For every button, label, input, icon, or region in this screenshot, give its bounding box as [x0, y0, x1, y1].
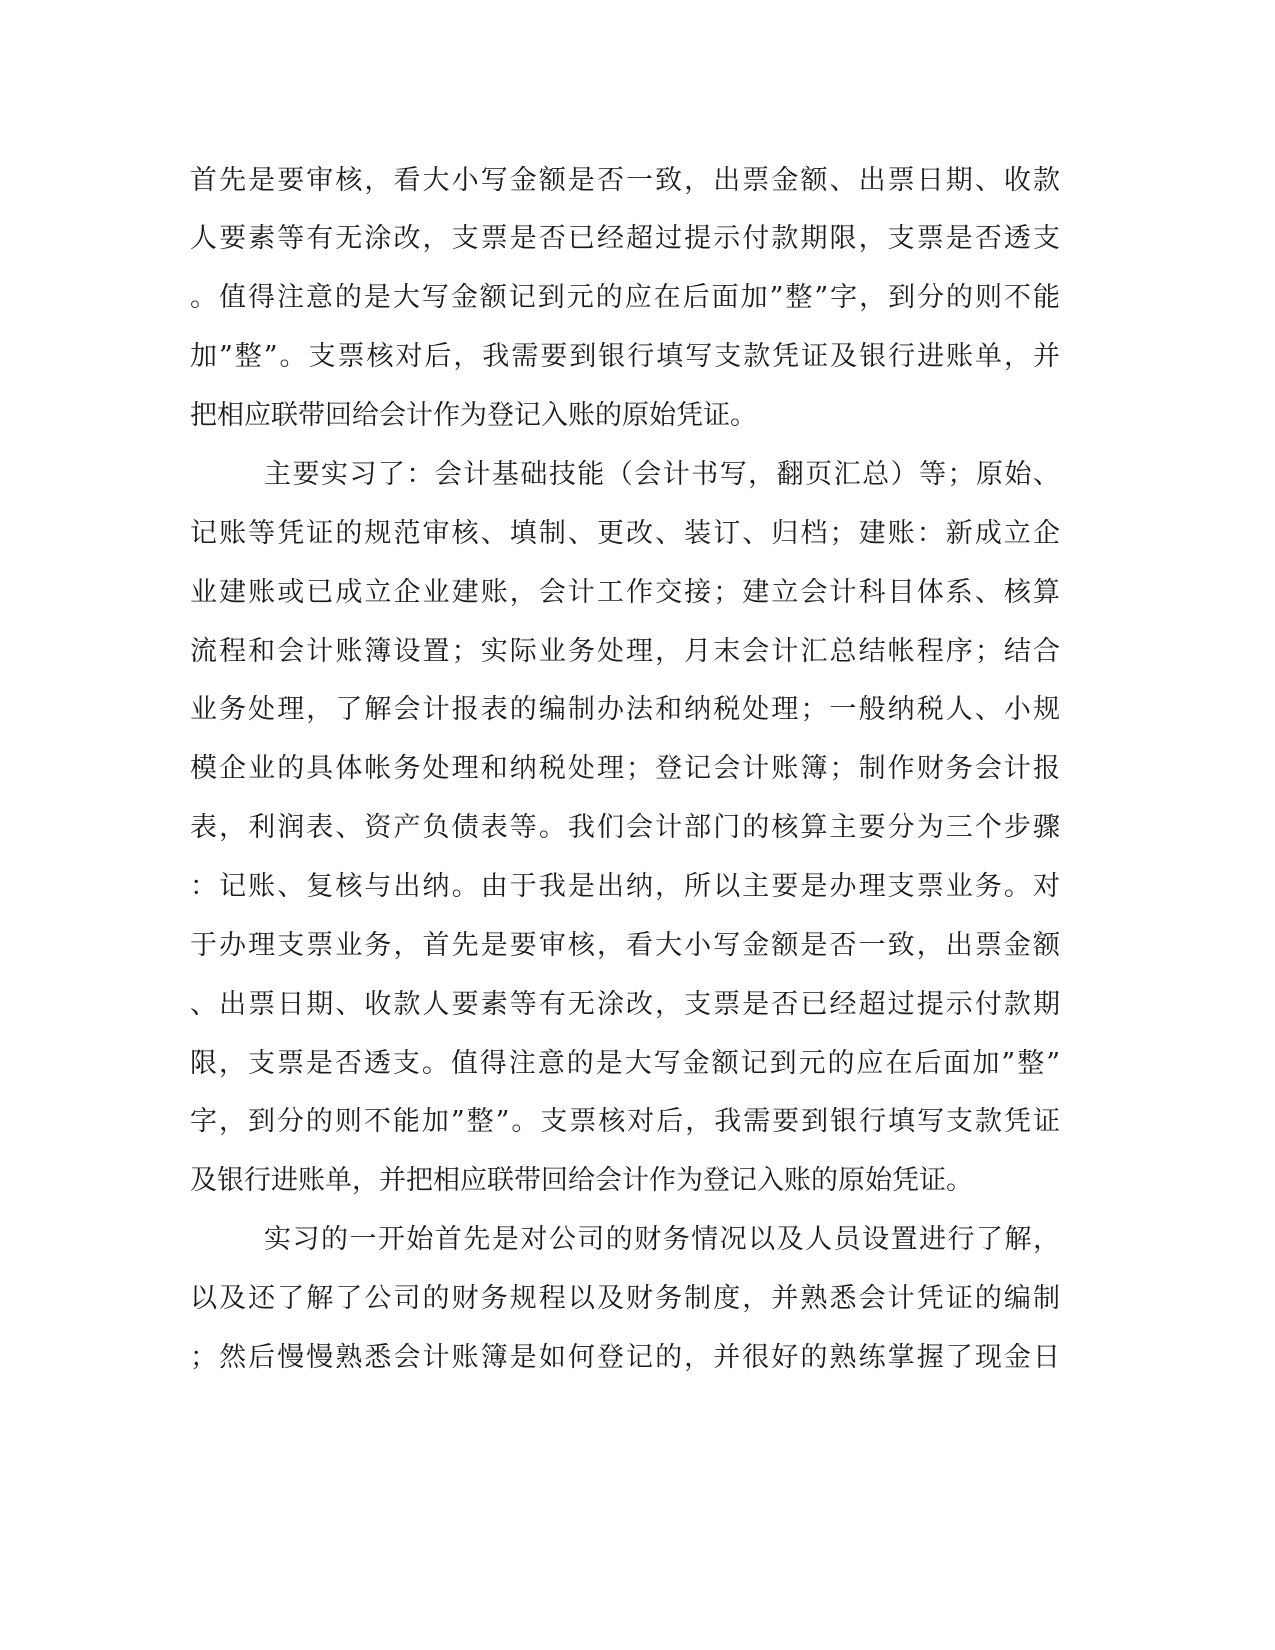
- paragraph-2-line-8: ：记账、复核与出纳。由于我是出纳，所以主要是办理支票业务。对: [190, 871, 1060, 902]
- paragraph-2-line-1: 主要实习了：会计基础技能（会计书写，翻页汇总）等；原始、: [264, 459, 1060, 490]
- paragraph-2-line-2: 记账等凭证的规范审核、填制、更改、装订、归档；建账：新成立企: [190, 518, 1060, 549]
- paragraph-3-line-2: 以及还了解了公司的财务规程以及财务制度，并熟悉会计凭证的编制: [190, 1283, 1060, 1314]
- paragraph-2-line-10: 、出票日期、收款人要素等有无涂改，支票是否已经超过提示付款期: [190, 989, 1060, 1020]
- paragraph-1-line-1: 首先是要审核，看大小写金额是否一致，出票金额、出票日期、收款: [190, 165, 1060, 196]
- paragraph-3-line-1: 实习的一开始首先是对公司的财务情况以及人员设置进行了解，: [264, 1224, 1060, 1255]
- paragraph-2-line-9: 于办理支票业务，首先是要审核，看大小写金额是否一致，出票金额: [190, 930, 1060, 961]
- paragraph-3-line-3: ；然后慢慢熟悉会计账簿是如何登记的，并很好的熟练掌握了现金日: [190, 1342, 1060, 1373]
- paragraph-1-line-4: 加”整”。支票核对后，我需要到银行填写支款凭证及银行进账单，并: [190, 341, 1060, 372]
- paragraph-1-line-3: 。值得注意的是大写金额记到元的应在后面加”整”字，到分的则不能: [190, 282, 1060, 313]
- paragraph-1-line-5: 把相应联带回给会计作为登记入账的原始凭证。: [190, 400, 757, 431]
- paragraph-2-line-3: 业建账或已成立企业建账，会计工作交接；建立会计科目体系、核算: [190, 577, 1060, 608]
- paragraph-2-line-12: 字，到分的则不能加”整”。支票核对后，我需要到银行填写支款凭证: [190, 1106, 1060, 1137]
- paragraph-1-line-2: 人要素等有无涂改，支票是否已经超过提示付款期限，支票是否透支: [190, 223, 1060, 254]
- paragraph-2-line-5: 业务处理，了解会计报表的编制办法和纳税处理；一般纳税人、小规: [190, 694, 1060, 725]
- paragraph-2-line-7: 表，利润表、资产负债表等。我们会计部门的核算主要分为三个步骤: [190, 812, 1060, 843]
- paragraph-2-line-6: 模企业的具体帐务处理和纳税处理；登记会计账簿；制作财务会计报: [190, 753, 1060, 784]
- paragraph-2-line-13: 及银行进账单，并把相应联带回给会计作为登记入账的原始凭证。: [190, 1165, 973, 1196]
- paragraph-2-line-11: 限，支票是否透支。值得注意的是大写金额记到元的应在后面加”整”: [190, 1048, 1060, 1079]
- paragraph-2-line-4: 流程和会计账簿设置；实际业务处理，月末会计汇总结帐程序；结合: [190, 636, 1060, 667]
